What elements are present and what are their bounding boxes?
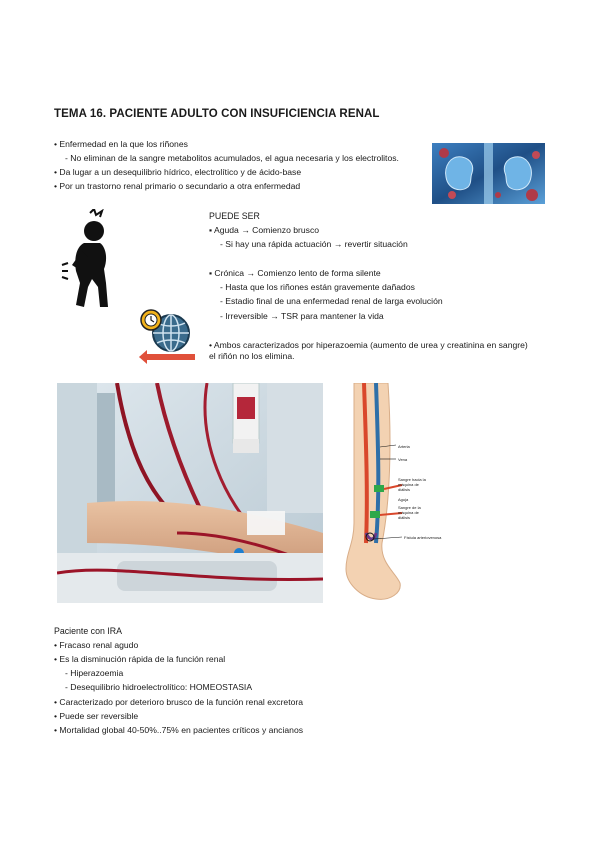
cronica-sub-item-3: - Irreversible → TSR para mantener la vida	[220, 311, 384, 321]
label-blood-from-machine: Sangre de la máquina de diálisis	[398, 505, 421, 520]
label-arteria: Arteria	[398, 444, 410, 449]
label-vena: Vena	[398, 457, 408, 462]
ira-heading: Paciente con IRA	[54, 626, 122, 636]
person-pain-icon	[54, 209, 126, 313]
intro-bullet-3: • Por un trastorno renal primario o secundario a otra enfermedad	[54, 181, 301, 191]
cronica-sub-item-2: - Estadio final de una enfermedad renal de larga evolución	[220, 296, 443, 306]
ambos-note: • Ambos caracterizados por hiperazoemia (aumento de urea y creatinina en sangre) el riñón no los elimina.	[209, 340, 528, 361]
ira-sub-item-2: - Desequilibrio hidroelectrolítico: HOMEOSTASIA	[65, 682, 253, 692]
ira-item-3: • Caracterizado por deterioro brusco de la función renal excretora	[54, 697, 304, 707]
dialysis-photo	[57, 383, 323, 603]
cronica-item: ▪ Crónica → Comienzo lento de forma silente	[209, 268, 381, 278]
page-title: TEMA 16. PACIENTE ADULTO CON INSUFICIENCIA RENAL	[54, 108, 380, 120]
puede-ser-heading: PUEDE SER	[209, 211, 260, 221]
label-needle: Aguja	[398, 497, 409, 502]
label-av-fistula: Fístula arteriovenosa	[404, 535, 442, 540]
ira-item-5: • Mortalidad global 40-50%..75% en pacientes críticos y ancianos	[54, 725, 304, 735]
kidney-image	[432, 143, 545, 204]
ira-sub-item-1: - Hiperazoemia	[65, 668, 124, 678]
aguda-sub-item: - Si hay una rápida actuación → revertir situación	[220, 239, 408, 249]
fistula-diagram	[340, 383, 470, 603]
intro-sub-bullet: - No eliminan de la sangre metabolitos acumulados, el agua necesaria y los electrolitos.	[65, 153, 399, 163]
ira-item-4: • Puede ser reversible	[54, 711, 139, 721]
ira-item-2: • Es la disminución rápida de la función renal	[54, 654, 226, 664]
aguda-item: ▪ Aguda → Comienzo brusco	[209, 225, 320, 235]
intro-bullet-2: • Da lugar a un desequilibrio hídrico, electrolítico y de ácido-base	[54, 167, 302, 177]
globe-clock-icon	[137, 306, 201, 364]
ira-item-1: • Fracaso renal agudo	[54, 640, 139, 650]
cronica-sub-item-1: - Hasta que los riñones están gravemente dañados	[220, 282, 415, 292]
label-blood-to-machine: Sangre hacia la máquina de diálisis	[398, 477, 426, 492]
intro-bullet-1: • Enfermedad en la que los riñones	[54, 139, 188, 149]
